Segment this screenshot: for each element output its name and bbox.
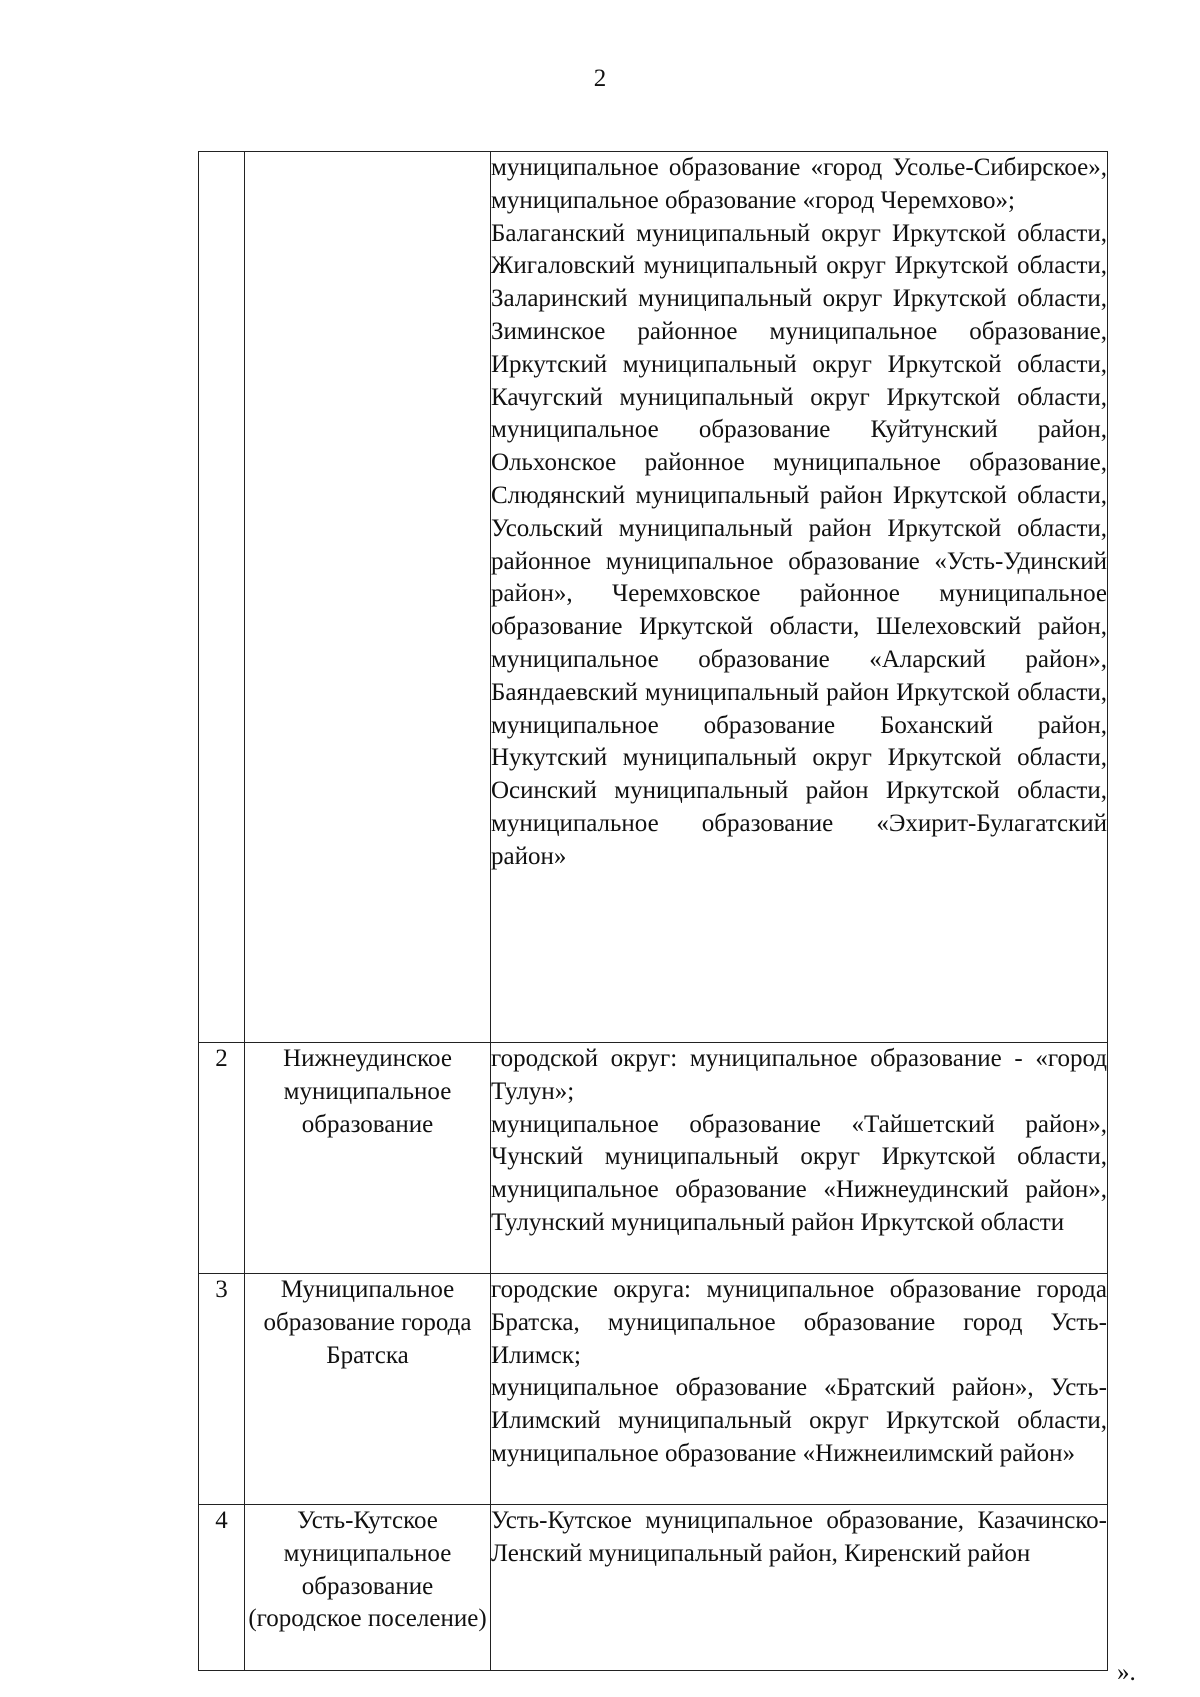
closing-quote-mark: ». — [1117, 1659, 1136, 1686]
districts-table — [198, 151, 1108, 1671]
page-number: 2 — [593, 65, 607, 92]
municipalities-paragraph: муниципальное образование «город Усолье-Сибирское», муниципальное образование «город Черемхово»; — [491, 154, 1107, 214]
district-name-cell: Муниципальное образование города Братска — [245, 1274, 491, 1505]
table-row — [199, 1505, 1108, 1671]
municipalities-cell — [491, 1505, 1108, 1671]
district-name-cell — [245, 152, 491, 1043]
table-row — [199, 152, 1108, 1043]
municipalities-paragraph: муниципальное образование «Тайшетский район», Чунский муниципальный округ Иркутской области, муниципальное образование «Нижнеудинский район», Тулунский муниципальный район Иркутской области — [491, 1110, 1107, 1236]
municipalities-paragraph: Балаганский муниципальный округ Иркутской области, Жигаловский муниципальный округ Иркутской области, Заларинский муниципальный округ Иркутской области, Зиминское районное муниципальное образование, Иркутский муниципальный округ Иркутской области, Качугский муниципальный округ Иркутской области, муниципальное образование Куйтунский район, Ольхонское районное муниципальное образование, Слюдянский муниципальный район Иркутской области, Усольский муниципальный район Иркутской области, районное муниципальное образование «Усть-Удинский район», Черемховское районное муниципальное образование Иркутской области, Шелеховский район, муниципальное образование «Аларский район», Баяндаевский муниципальный район Иркутской области, муниципальное образование Боханский район, Нукутский муниципальный округ Иркутской области, Осинский муниципальный район Иркутской области, муниципальное образование «Эхирит-Булагатский район» — [491, 219, 1107, 870]
table-row — [199, 1274, 1108, 1505]
municipalities-paragraph: муниципальное образование «Братский район», Усть-Илимский муниципальный округ Иркутской области, муниципальное образование «Нижнеилимский район» — [491, 1374, 1107, 1467]
district-name-cell: Усть-Кутское муниципальное образование (городское поселение) — [245, 1505, 491, 1671]
table-row — [199, 1043, 1108, 1274]
row-number-cell — [199, 152, 245, 1043]
row-number-cell: 3 — [199, 1274, 245, 1505]
municipalities-paragraph: Усть-Кутское муниципальное образование, Казачинско-Ленский муниципальный район, Киренский район — [491, 1507, 1107, 1567]
municipalities-paragraph: городские округа: муниципальное образование города Братска, муниципальное образование город Усть-Илимск; — [491, 1276, 1107, 1369]
municipalities-cell — [491, 1043, 1108, 1274]
row-number-cell: 4 — [199, 1505, 245, 1671]
municipalities-cell — [491, 1274, 1108, 1505]
municipalities-cell — [491, 152, 1108, 1043]
district-name-cell: Нижнеудинское муниципальное образование — [245, 1043, 491, 1274]
municipalities-paragraph: городской округ: муниципальное образование - «город Тулун»; — [491, 1045, 1107, 1105]
row-number-cell: 2 — [199, 1043, 245, 1274]
